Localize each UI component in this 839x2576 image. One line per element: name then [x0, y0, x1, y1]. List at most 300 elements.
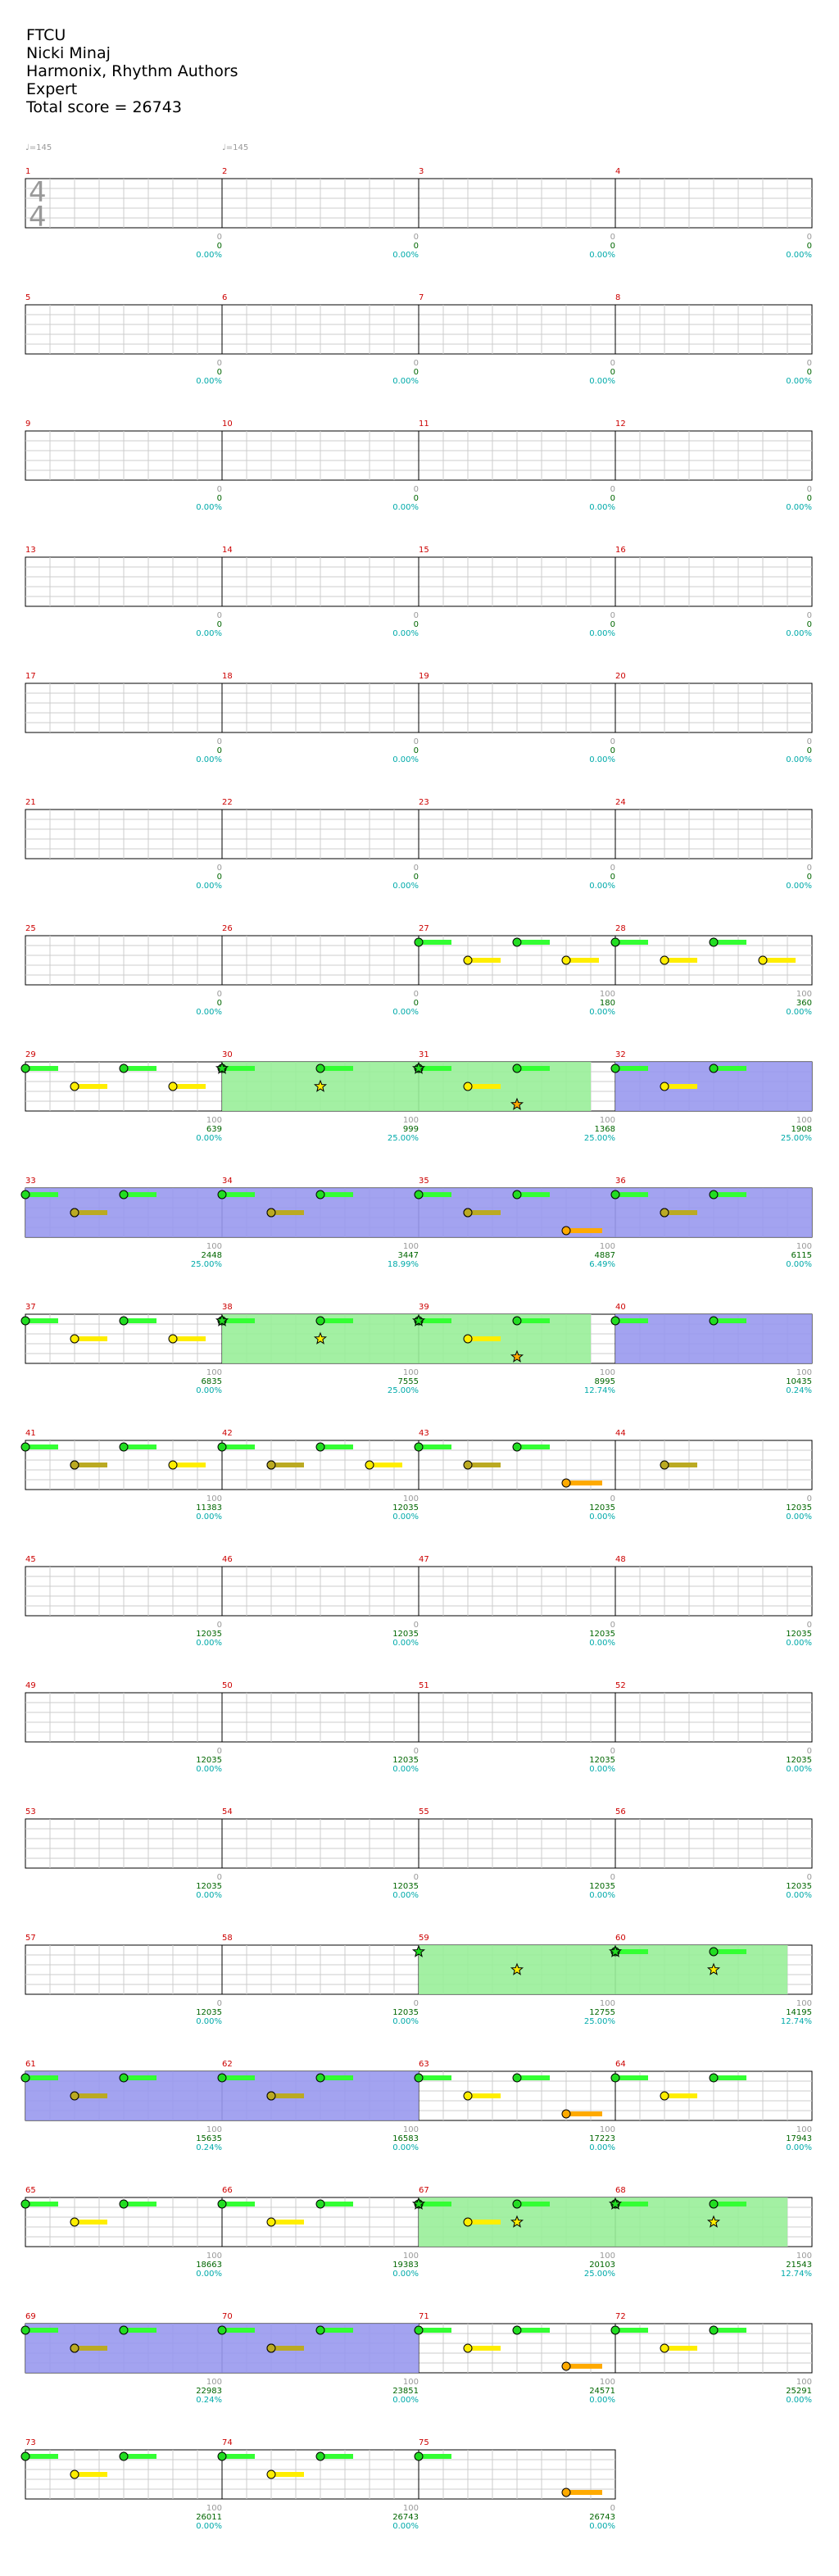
pct-marker: 0 [216, 1621, 222, 1630]
measure-number: 58 [222, 1934, 233, 1943]
pct-marker: 100 [206, 1494, 222, 1503]
measure-score: 12035 [786, 1882, 812, 1891]
measure-score: 16583 [392, 2134, 419, 2143]
green-note-sustain [419, 1444, 451, 1449]
pct-marker: 100 [206, 1368, 222, 1377]
green-note-sustain [25, 1444, 58, 1449]
green-note-sustain [615, 940, 648, 945]
measure-score: 0 [413, 873, 419, 882]
yellow-note [464, 956, 472, 964]
pct-marker: 0 [806, 864, 812, 873]
gold-note-sustain [271, 2093, 304, 2098]
green-note [316, 2200, 324, 2208]
measure-percent: 0.00% [392, 377, 419, 386]
measure-score: 3447 [397, 1251, 419, 1260]
measure-score: 12035 [196, 1756, 222, 1765]
measure-number: 11 [419, 420, 429, 429]
green-note [611, 2074, 619, 2082]
green-note [415, 1443, 423, 1451]
yellow-note-sustain [468, 1084, 501, 1089]
song-artist: Nicki Minaj [26, 44, 111, 62]
kick-note [562, 2110, 570, 2118]
measure-score: 12035 [196, 2008, 222, 2017]
green-note [120, 1190, 128, 1199]
gold-note-sustain [468, 1210, 501, 1215]
measure-score: 0 [806, 368, 812, 377]
gold-note [70, 2092, 79, 2100]
green-note [21, 1443, 29, 1451]
measure-number: 57 [25, 1934, 36, 1943]
pct-marker: 0 [413, 1999, 419, 2008]
yellow-note [660, 1082, 669, 1091]
measure-percent: 0.00% [786, 251, 812, 260]
gold-note-sustain [271, 1210, 304, 1215]
pct-marker: 100 [796, 1999, 812, 2008]
pct-marker: 100 [599, 1368, 615, 1377]
pct-marker: 100 [206, 2252, 222, 2261]
green-note [21, 1064, 29, 1073]
green-note-sustain [320, 2202, 353, 2206]
green-note-sustain [124, 2328, 156, 2333]
green-note-sustain [222, 2202, 255, 2206]
measure-percent: 0.00% [196, 2017, 222, 2026]
measure-percent: 0.00% [392, 1765, 419, 1774]
measure-score: 12035 [196, 1630, 222, 1639]
kick-note-sustain [566, 1481, 602, 1485]
green-note [120, 2452, 128, 2460]
measure-number: 5 [25, 293, 31, 302]
gold-note [660, 1461, 669, 1469]
pct-marker: 100 [599, 1999, 615, 2008]
measure-score: 22983 [196, 2387, 222, 2396]
measure-percent: 0.00% [589, 503, 615, 512]
measure-number: 44 [615, 1429, 626, 1438]
measure-percent: 25.00% [780, 1134, 812, 1143]
green-note [513, 1190, 521, 1199]
measure-number: 41 [25, 1429, 36, 1438]
measure-score: 0 [413, 494, 419, 503]
green-note [513, 2074, 521, 2082]
measure-number: 66 [222, 2186, 233, 2195]
kick-note-sustain [566, 2364, 602, 2369]
pct-marker: 100 [206, 1242, 222, 1251]
measure-percent: 0.00% [786, 1008, 812, 1017]
pct-marker: 100 [402, 2125, 419, 2134]
yellow-note-sustain [468, 1336, 501, 1341]
green-note [415, 2452, 423, 2460]
pct-marker: 0 [610, 737, 615, 746]
pct-marker: 100 [796, 990, 812, 999]
measure-percent: 0.00% [589, 882, 615, 891]
green-note-sustain [517, 2075, 550, 2080]
pct-marker: 0 [806, 233, 812, 242]
green-note-sustain [124, 2202, 156, 2206]
measure-number: 3 [419, 167, 424, 176]
pct-marker: 0 [216, 1747, 222, 1756]
green-note [21, 1190, 29, 1199]
measure-number: 27 [419, 924, 429, 933]
green-note-sustain [124, 1318, 156, 1323]
pct-marker: 0 [806, 1494, 812, 1503]
pct-marker: 100 [599, 990, 615, 999]
measure-percent: 0.00% [196, 1891, 222, 1900]
pct-marker: 0 [610, 611, 615, 620]
measure-number: 46 [222, 1555, 233, 1564]
gold-note [267, 1209, 275, 1217]
measure-score: 0 [610, 494, 615, 503]
measure-number: 26 [222, 924, 233, 933]
measure-percent: 0.00% [589, 251, 615, 260]
pct-marker: 100 [599, 1116, 615, 1125]
measure-number: 32 [615, 1050, 626, 1059]
measure-number: 65 [25, 2186, 36, 2195]
pct-marker: 100 [402, 1116, 419, 1125]
green-note [710, 1317, 718, 1325]
measure-score: 0 [216, 873, 222, 882]
measure-percent: 0.00% [196, 1386, 222, 1395]
gold-note-sustain [664, 1210, 697, 1215]
green-note [415, 2326, 423, 2334]
pct-marker: 0 [216, 233, 222, 242]
pct-marker: 0 [216, 990, 222, 999]
pct-marker: 100 [206, 1116, 222, 1125]
tempo-label: ♩=145 [25, 143, 52, 152]
measure-number: 56 [615, 1807, 626, 1816]
green-note-sustain [25, 2454, 58, 2459]
yellow-note-sustain [75, 1336, 107, 1341]
measure-score: 0 [413, 620, 419, 629]
measure-number: 40 [615, 1303, 626, 1312]
pct-marker: 100 [402, 1368, 419, 1377]
pct-marker: 100 [599, 2252, 615, 2261]
measure-score: 12035 [786, 1503, 812, 1512]
green-note [611, 1190, 619, 1199]
green-note [316, 1317, 324, 1325]
measure-number: 21 [25, 798, 36, 807]
yellow-note-sustain [173, 1084, 206, 1089]
green-note-sustain [517, 2202, 550, 2206]
pct-marker: 0 [413, 990, 419, 999]
green-note [316, 1190, 324, 1199]
measure-score: 14195 [786, 2008, 812, 2017]
green-note-sustain [714, 2328, 746, 2333]
pct-marker: 100 [402, 2252, 419, 2261]
measure-score: 999 [402, 1125, 419, 1134]
pct-marker: 0 [413, 485, 419, 494]
green-note [415, 938, 423, 946]
green-note [316, 2074, 324, 2082]
measure-score: 0 [413, 746, 419, 755]
measure-percent: 0.00% [196, 1639, 222, 1648]
kick-note-sustain [566, 2490, 602, 2495]
green-note [611, 938, 619, 946]
measure-percent: 0.00% [786, 2143, 812, 2152]
measure-score: 0 [610, 368, 615, 377]
green-note-sustain [615, 1066, 648, 1071]
measure-score: 4887 [594, 1251, 615, 1260]
green-note-sustain [714, 2202, 746, 2206]
tempo-label: ♩=145 [222, 143, 249, 152]
kick-note-sustain [566, 1228, 602, 1233]
measure-number: 14 [222, 546, 233, 555]
pct-marker: 0 [806, 1621, 812, 1630]
measure-percent: 0.00% [589, 2143, 615, 2152]
green-note-sustain [714, 1066, 746, 1071]
green-note [120, 2326, 128, 2334]
pct-marker: 0 [806, 485, 812, 494]
measure-number: 55 [419, 1807, 429, 1816]
green-note-sustain [419, 1192, 451, 1197]
measure-score: 15635 [196, 2134, 222, 2143]
measure-percent: 0.00% [196, 377, 222, 386]
measure-number: 72 [615, 2312, 626, 2321]
pct-marker: 0 [413, 1873, 419, 1882]
measure-number: 13 [25, 546, 36, 555]
pct-marker: 0 [413, 1747, 419, 1756]
pct-marker: 0 [610, 1747, 615, 1756]
green-note-sustain [25, 1318, 58, 1323]
green-note-sustain [714, 1318, 746, 1323]
measure-number: 28 [615, 924, 626, 933]
green-note-sustain [222, 1192, 255, 1197]
pct-marker: 100 [599, 2125, 615, 2134]
yellow-note-sustain [370, 1463, 402, 1467]
yellow-note [464, 1335, 472, 1343]
measure-score: 12035 [589, 1882, 615, 1891]
green-note [710, 1064, 718, 1073]
green-note-sustain [124, 1192, 156, 1197]
measure-score: 24571 [589, 2387, 615, 2396]
gold-note-sustain [75, 2093, 107, 2098]
gold-note-sustain [271, 2346, 304, 2351]
pct-marker: 0 [806, 1873, 812, 1882]
measure-number: 73 [25, 2438, 36, 2447]
measure-number: 37 [25, 1303, 36, 1312]
pct-marker: 0 [806, 1747, 812, 1756]
green-note-sustain [124, 1066, 156, 1071]
measure-number: 33 [25, 1177, 36, 1186]
measure-number: 63 [419, 2060, 429, 2069]
green-note [21, 2074, 29, 2082]
song-title: FTCU [26, 26, 66, 44]
green-note [21, 1317, 29, 1325]
green-note-sustain [25, 1192, 58, 1197]
measure-number: 30 [222, 1050, 233, 1059]
measure-score: 25291 [786, 2387, 812, 2396]
measure-percent: 0.00% [786, 1260, 812, 1269]
pct-marker: 0 [413, 233, 419, 242]
measure-number: 45 [25, 1555, 36, 1564]
measure-percent: 25.00% [190, 1260, 222, 1269]
pct-marker: 100 [796, 2125, 812, 2134]
yellow-note-sustain [468, 958, 501, 963]
green-note [218, 2200, 226, 2208]
pct-marker: 0 [806, 611, 812, 620]
green-note [710, 2074, 718, 2082]
pct-marker: 0 [216, 1999, 222, 2008]
green-note [415, 1190, 423, 1199]
measure-score: 10435 [786, 1377, 812, 1386]
measure-score: 0 [413, 368, 419, 377]
measure-number: 53 [25, 1807, 36, 1816]
pct-marker: 100 [796, 1116, 812, 1125]
pct-marker: 0 [216, 737, 222, 746]
measure-percent: 0.00% [589, 1891, 615, 1900]
green-note-sustain [320, 2454, 353, 2459]
measure-percent: 0.00% [392, 2270, 419, 2279]
yellow-note-sustain [664, 2346, 697, 2351]
measure-number: 1 [25, 167, 31, 176]
measure-score: 180 [599, 999, 615, 1008]
measure-score: 12035 [392, 1630, 419, 1639]
yellow-note [464, 2344, 472, 2352]
green-note-sustain [222, 1444, 255, 1449]
measure-number: 67 [419, 2186, 429, 2195]
pct-marker: 0 [413, 864, 419, 873]
measure-percent: 0.00% [589, 377, 615, 386]
measure-percent: 0.00% [589, 2396, 615, 2405]
measure-percent: 0.00% [196, 2270, 222, 2279]
measure-number: 6 [222, 293, 228, 302]
green-note [120, 1064, 128, 1073]
measure-number: 25 [25, 924, 36, 933]
pct-marker: 0 [610, 359, 615, 368]
yellow-note [70, 2470, 79, 2478]
green-note-sustain [222, 2328, 255, 2333]
yellow-note [759, 956, 767, 964]
measure-score: 17223 [589, 2134, 615, 2143]
measure-percent: 0.24% [786, 1386, 812, 1395]
yellow-note [169, 1335, 177, 1343]
staff-row [25, 683, 812, 732]
measure-percent: 0.00% [392, 1639, 419, 1648]
measure-percent: 0.00% [196, 2522, 222, 2531]
yellow-note-sustain [173, 1463, 206, 1467]
measure-number: 15 [419, 546, 429, 555]
green-note [316, 1443, 324, 1451]
measure-number: 70 [222, 2312, 233, 2321]
measure-number: 34 [222, 1177, 233, 1186]
measure-score: 0 [413, 999, 419, 1008]
measure-percent: 0.00% [392, 251, 419, 260]
measure-number: 74 [222, 2438, 233, 2447]
measure-percent: 0.00% [196, 251, 222, 260]
measure-number: 39 [419, 1303, 429, 1312]
staff-row [25, 431, 812, 480]
measure-score: 0 [610, 620, 615, 629]
yellow-note-sustain [271, 2220, 304, 2225]
measure-score: 0 [216, 494, 222, 503]
pct-marker: 0 [610, 1621, 615, 1630]
green-note [710, 2200, 718, 2208]
measure-score: 12035 [392, 2008, 419, 2017]
yellow-note-sustain [468, 2346, 501, 2351]
measure-score: 12035 [786, 1630, 812, 1639]
measure-percent: 0.00% [589, 1008, 615, 1017]
green-note [21, 2200, 29, 2208]
green-note-sustain [25, 2075, 58, 2080]
measure-percent: 0.00% [392, 1512, 419, 1522]
measure-percent: 0.00% [589, 1765, 615, 1774]
measure-percent: 0.00% [786, 1639, 812, 1648]
yellow-note [660, 2092, 669, 2100]
measure-score: 19383 [392, 2261, 419, 2270]
gold-note [267, 1461, 275, 1469]
green-note [710, 938, 718, 946]
staff-row [25, 810, 812, 859]
staff-row [25, 305, 812, 354]
measure-score: 12035 [589, 1630, 615, 1639]
measure-number: 54 [222, 1807, 233, 1816]
measure-score: 360 [796, 999, 812, 1008]
pct-marker: 0 [806, 359, 812, 368]
gold-note-sustain [75, 1463, 107, 1467]
staff-row [25, 1567, 812, 1616]
measure-score: 1908 [791, 1125, 812, 1134]
measure-score: 0 [610, 746, 615, 755]
pct-marker: 0 [216, 485, 222, 494]
green-note-sustain [517, 1444, 550, 1449]
green-note [120, 2074, 128, 2082]
measure-score: 12035 [589, 1503, 615, 1512]
measure-number: 60 [615, 1934, 626, 1943]
staff-row [25, 557, 812, 606]
measure-number: 4 [615, 167, 621, 176]
green-note-sustain [25, 1066, 58, 1071]
pct-marker: 100 [402, 2504, 419, 2513]
measure-percent: 0.00% [786, 2396, 812, 2405]
measure-score: 0 [806, 242, 812, 251]
measure-percent: 18.99% [387, 1260, 419, 1269]
measure-number: 47 [419, 1555, 429, 1564]
green-note-sustain [320, 1066, 353, 1071]
yellow-note-sustain [664, 1084, 697, 1089]
measure-percent: 0.00% [786, 377, 812, 386]
measure-number: 75 [419, 2438, 429, 2447]
green-note [120, 2200, 128, 2208]
green-note-sustain [320, 2075, 353, 2080]
measure-percent: 0.00% [786, 1765, 812, 1774]
measure-percent: 0.00% [786, 755, 812, 764]
green-note-sustain [714, 1949, 746, 1954]
measure-percent: 6.49% [589, 1260, 615, 1269]
yellow-note-sustain [468, 2093, 501, 2098]
green-note-sustain [320, 1444, 353, 1449]
yellow-note [562, 956, 570, 964]
pct-marker: 0 [610, 2504, 615, 2513]
yellow-note [267, 2470, 275, 2478]
measure-number: 59 [419, 1934, 429, 1943]
measure-score: 26743 [589, 2513, 615, 2522]
green-note [611, 2326, 619, 2334]
measure-score: 0 [806, 873, 812, 882]
gold-note-sustain [271, 1463, 304, 1467]
green-note-sustain [320, 1192, 353, 1197]
measure-percent: 0.00% [196, 882, 222, 891]
measure-score: 11383 [196, 1503, 222, 1512]
green-note-sustain [615, 2328, 648, 2333]
staff-row [25, 1819, 812, 1868]
pct-marker: 0 [610, 233, 615, 242]
green-note [513, 938, 521, 946]
green-note [513, 1317, 521, 1325]
measure-percent: 0.00% [786, 1891, 812, 1900]
measure-number: 38 [222, 1303, 233, 1312]
gold-note-sustain [75, 1210, 107, 1215]
green-note [513, 2200, 521, 2208]
measure-percent: 0.00% [196, 755, 222, 764]
yellow-note-sustain [173, 1336, 206, 1341]
